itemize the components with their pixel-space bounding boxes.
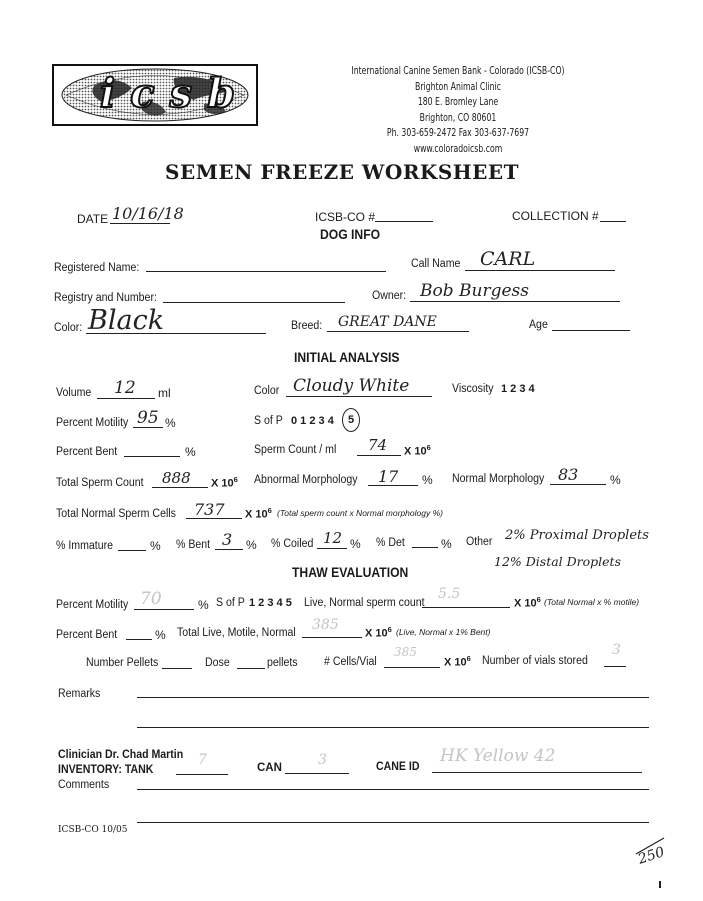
volume-label: Volume [56,387,92,399]
viscosity-label: Viscosity [452,383,494,395]
vials-stored-value: 3 [612,642,621,658]
tank-value: 7 [198,752,207,768]
call-name-value: CARL [480,248,536,270]
remarks-label: Remarks [58,688,101,700]
corner-tick [659,881,661,888]
icsb-number-line [375,221,433,222]
cells-vial-line [384,667,440,668]
total-normal-note: (Total sperm count x Normal morphology %) [277,508,443,518]
date-value: 10/16/18 [112,204,184,223]
live-normal-line [422,607,510,608]
sperm-count-label: Sperm Count / ml [254,444,337,456]
registry-line [163,302,345,303]
coiled-line [317,548,347,549]
immature-unit: % [150,539,161,553]
address-line-4: Brighton, CO 80601 [419,111,497,124]
logo [52,64,258,126]
total-live-label: Total Live, Motile, Normal [177,627,296,639]
clinician-label: Clinician Dr. Chad Martin [58,749,184,761]
thaw-motility-label: Percent Motility [56,599,129,611]
coiled-label: % Coiled [271,538,314,550]
registered-name-label: Registered Name: [54,262,140,274]
comments-line-1 [137,789,649,790]
x10-exp: 6 [536,595,541,604]
motility-unit: % [165,416,176,430]
dose-unit: pellets [267,657,298,669]
address-line-2: Brighton Animal Clinic [415,80,501,93]
comments-label: Comments [58,779,110,791]
sofp-circled: 5 [342,408,360,432]
motility-label: Percent Motility [56,417,129,429]
initial-color-value: Cloudy White [293,376,410,396]
vials-stored-label: Number of vials stored [482,655,588,667]
initial-color-label: Color [254,385,280,397]
can-value: 3 [318,752,327,768]
total-live-note: (Live, Normal x 1% Bent) [396,627,491,637]
percent-bent-unit: % [185,445,196,459]
dog-info-heading: DOG INFO [320,227,381,242]
date-line [110,223,170,224]
sofp-label: S of P [254,415,283,427]
logo-text: icsb [100,70,251,117]
volume-unit: ml [158,386,171,400]
inventory-tank-label: INVENTORY: TANK [58,764,154,776]
percent-bent-line [124,456,180,457]
det-unit: % [441,537,452,551]
collection-line [600,221,626,222]
cells-vial-value: 385 [394,645,417,659]
initial-color-line [286,396,432,397]
can-line [285,773,349,774]
volume-value: 12 [114,378,136,398]
live-normal-note: (Total Normal x % motile) [544,597,640,607]
bent2-label: % Bent [176,539,211,551]
det-label: % Det [376,537,405,549]
abnormal-morphology-value: 17 [378,467,399,486]
other-value-2: 12% Distal Droplets [494,554,621,569]
x10-text: X 10 [514,597,537,610]
address-line-1: International Canine Semen Bank - Colorado (ICSB-CO) [351,65,565,77]
abnormal-morphology-label: Abnormal Morphology [254,474,358,486]
cane-id-value: HK Yellow 42 [440,746,556,766]
age-label: Age [529,319,548,331]
sofp-scale: 0 1 2 3 4 [291,415,334,427]
color-value: Black [88,305,165,336]
cane-id-line [432,772,642,773]
remarks-line-2 [137,727,649,728]
total-normal-value: 737 [194,500,225,519]
sperm-count-x10 [404,443,431,458]
normal-morphology-value: 83 [558,465,579,484]
registry-label: Registry and Number: [54,292,157,304]
motility-line [133,427,163,428]
tank-line [176,774,228,775]
abnormal-morphology-line [368,485,418,486]
number-pellets-label: Number Pellets [86,657,159,669]
x10-exp: 6 [233,475,238,484]
x10-text: X 10 [404,445,427,458]
page-mark: 250 [636,844,667,868]
address-block [318,64,598,157]
coiled-value: 12 [323,529,343,547]
percent-bent-label: Percent Bent [56,446,118,458]
live-normal-value: 5.5 [438,586,461,602]
abnormal-morphology-unit: % [422,473,433,487]
initial-analysis-heading: INITIAL ANALYSIS [294,350,400,365]
cane-id-label: CANE ID [376,761,420,773]
call-name-label: Call Name [411,258,461,270]
thaw-bent-unit: % [155,628,166,642]
x10-text: X 10 [211,477,234,490]
thaw-bent-label: Percent Bent [56,629,118,641]
x10-text: X 10 [245,508,268,521]
owner-line [410,301,620,302]
total-count-x10 [211,475,238,490]
x10-text: X 10 [444,656,467,669]
form-id: ICSB-CO 10/05 [58,825,128,835]
breed-label: Breed: [291,320,323,332]
vials-stored-line [604,666,626,667]
color-label: Color: [54,322,83,334]
live-normal-label: Live, Normal sperm count [304,597,425,609]
coiled-unit: % [350,537,361,551]
icsb-number-label: ICSB-CO # [315,210,376,224]
normal-morphology-unit: % [610,473,621,487]
x10-exp: 6 [267,506,272,515]
det-line [412,547,438,548]
registered-name-line [146,271,386,272]
x10-exp: 6 [466,654,471,663]
dose-line [237,668,265,669]
sperm-count-value: 74 [368,436,388,454]
dose-label: Dose [205,657,230,669]
other-label: Other [466,536,493,548]
total-count-label: Total Sperm Count [56,477,144,489]
live-normal-x10 [514,595,541,610]
bent2-value: 3 [222,530,233,549]
volume-line [97,398,155,399]
bent2-unit: % [246,538,257,552]
thaw-motility-line [134,609,194,610]
address-line-6: www.coloradoicsb.com [413,142,503,155]
immature-label: % Immature [56,540,114,552]
thaw-motility-unit: % [198,598,209,612]
date-label: DATE [77,212,109,226]
address-line-3: 180 E. Bromley Lane [417,96,499,108]
thaw-motility-value: 70 [140,589,162,609]
address-line-5: Ph. 303-659-2472 Fax 303-637-7697 [386,127,530,139]
comments-line-2 [137,822,649,823]
collection-label: COLLECTION # [512,209,599,223]
viscosity-scale: 1 2 3 4 [501,383,535,395]
cells-vial-x10 [444,654,471,669]
bent2-line [215,549,243,550]
normal-morphology-label: Normal Morphology [452,473,545,485]
thaw-bent-line [126,639,152,640]
total-count-value: 888 [162,469,191,487]
breed-value: GREAT DANE [338,314,437,330]
total-live-value: 385 [312,617,339,633]
thaw-sofp-label: S of P [216,597,245,609]
thaw-evaluation-heading: THAW EVALUATION [292,565,409,580]
can-label: CAN [257,762,282,774]
x10-text: X 10 [365,627,388,640]
thaw-sofp-scale: 1 2 3 4 5 [249,597,292,609]
total-count-line [152,487,208,488]
other-value-1: 2% Proximal Droplets [505,528,649,543]
remarks-line-1 [137,697,649,698]
cells-vial-label: # Cells/Vial [324,656,377,668]
page-mark-slash-icon [630,834,670,858]
number-pellets-line [162,668,192,669]
total-live-x10 [365,625,392,640]
motility-value: 95 [137,408,159,428]
page-title: SEMEN FREEZE WORKSHEET [165,160,520,184]
sperm-count-line [357,455,401,456]
age-line [552,330,630,331]
x10-exp: 6 [426,443,431,452]
color-line [86,333,266,334]
total-normal-x10 [245,506,272,521]
total-normal-label: Total Normal Sperm Cells [56,508,176,520]
total-normal-line [186,518,242,519]
x10-exp: 6 [387,625,392,634]
owner-label: Owner: [372,290,407,302]
breed-line [327,331,469,332]
immature-line [118,550,146,551]
owner-value: Bob Burgess [420,281,529,301]
call-name-line [465,270,615,271]
total-live-line [302,637,362,638]
normal-morphology-line [550,484,606,485]
